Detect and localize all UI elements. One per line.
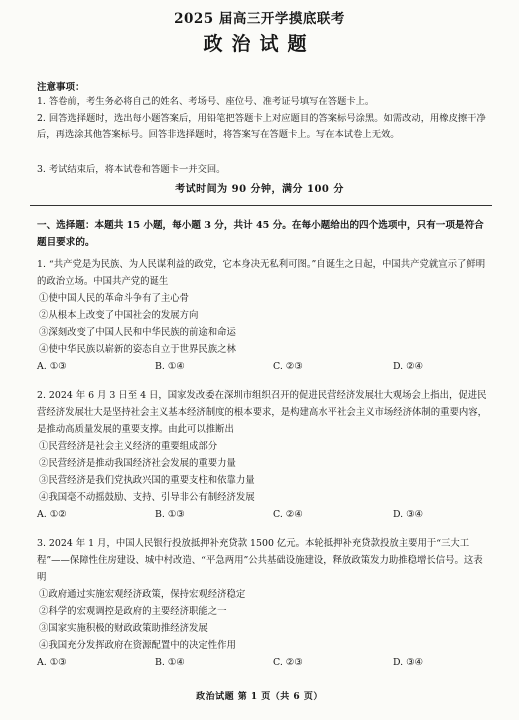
statement-option: ①民营经济是社会主义经济的重要组成部分 [39, 441, 218, 452]
answer-choices [37, 506, 489, 523]
statement-option: ②从根本上改变了中国社会的发展方向 [39, 310, 199, 321]
question-3 [37, 535, 489, 671]
choice-d: D. ②④ [393, 361, 423, 372]
choice-c: C. ②③ [273, 361, 303, 372]
statement-option: ④使中华民族以崭新的姿态自立于世界民族之林 [39, 344, 236, 355]
note-item: 1. 答卷前，考生务必将自己的姓名、考场号、座位号、准考证号填写在答题卡上。 [37, 96, 375, 107]
answer-choices [37, 654, 489, 671]
question-stem: 3. 2024 年 1 月，中国人民银行投放抵押补充贷款 1500 亿元。本轮抵押补充贷款投放主要用于“三大工程”——保障性住房建设、城中村改造、“平急两用”公共基础设施建设，释放政策发力助推稳增长信号。这表明 [37, 538, 483, 583]
page-footer: 政治试题 第 1 页（共 6 页） [196, 692, 323, 702]
statement-option: ③深刻改变了中国人民和中华民族的前途和命运 [39, 327, 236, 338]
exam-time-info: 考试时间为 90 分钟，满分 100 分 [175, 184, 344, 195]
exam-title: 2025 届高三开学摸底联考 [174, 11, 345, 27]
statement-option: ③民营经济是我们党执政兴国的重要支柱和依靠力量 [39, 475, 255, 486]
choice-b: B. ①③ [155, 509, 185, 520]
choice-d: D. ③④ [393, 509, 423, 520]
choice-c: C. ②③ [273, 657, 303, 668]
question-stem: 2. 2024 年 6 月 3 日至 4 日，国家发改委在深圳市组织召开的促进民营经济发展壮大观场会上指出，促进民营经济发展壮大是坚持社会主义基本经济制度的根本要求，是构建高水平社会主义市场经济体制的重要内容，是推动高质量发展的重要支撑。由此可以推断出 [37, 390, 488, 435]
statement-option: ②民营经济是推动我国经济社会发展的重要力量 [39, 458, 236, 469]
subject-title: 政治试题 [203, 33, 316, 55]
answer-choices [37, 358, 489, 375]
section-divider [30, 205, 492, 206]
question-2 [37, 387, 489, 523]
statement-option: ③国家实施积极的财政政策助推经济发展 [39, 623, 208, 634]
statement-option: ④我国毫不动摇鼓励、支持、引导非公有制经济发展 [39, 492, 255, 503]
statement-option: ①政府通过实施宏观经济政策，保持宏观经济稳定 [39, 589, 246, 600]
choice-b: B. ①④ [155, 657, 185, 668]
note-item: 3. 考试结束后，将本试卷和答题卡一并交回。 [37, 164, 226, 175]
note-item: 2. 回答选择题时，选出每小题答案后，用铅笔把答题卡上对应题目的答案标号涂黑。如需改动，用橡皮擦干净后，再选涂其他答案标号。回答非选择题时，将答案写在答题卡上。写在本试卷上无效。 [37, 113, 486, 140]
notes-heading: 注意事项： [37, 82, 85, 93]
choice-b: B. ①④ [155, 361, 185, 372]
statement-option: ④我国充分发挥政府在资源配置中的决定性作用 [39, 640, 236, 651]
question-1 [37, 256, 489, 375]
statement-option: ②科学的宏观调控是政府的主要经济职能之一 [39, 606, 227, 617]
choice-d: D. ③④ [393, 657, 423, 668]
section-title: 一、选择题：本题共 15 小题，每小题 3 分，共计 45 分。在每小题给出的四个选项中，只有一项是符合题目要求的。 [37, 220, 484, 248]
choice-a: A. ①③ [37, 657, 67, 668]
question-stem: 1. “共产党是为民族、为人民谋利益的政党，它本身决无私利可图。”自诞生之日起，中国共产党就宣示了鲜明的政治立场。中国共产党的诞生 [37, 259, 486, 287]
choice-c: C. ②④ [273, 509, 303, 520]
statement-option: ①使中国人民的革命斗争有了主心骨 [39, 293, 190, 304]
choice-a: A. ①② [37, 509, 67, 520]
choice-a: A. ①③ [37, 361, 67, 372]
